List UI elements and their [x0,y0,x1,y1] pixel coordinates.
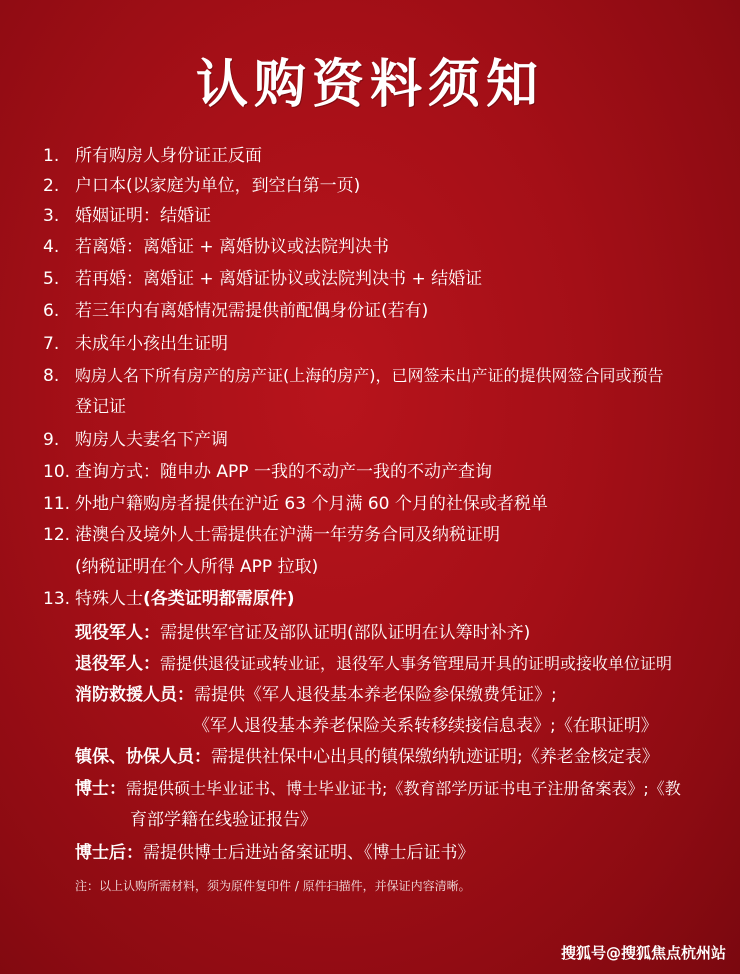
item-bold-note: (各类证明都需原件) [143,589,295,609]
item-number: 6. [43,301,60,321]
item-text: 若再婚：离婚证 + 离婚证协议或法院判决书 + 结婚证 [75,269,483,289]
special-text: 需提供退役证或转业证，退役军人事务管理局开具的证明或接收单位证明 [160,654,673,673]
special-firefighter-continuation: 《军人退役基本养老保险关系转移续接信息表》;《在职证明》 [193,716,658,736]
special-text: 需提供博士后进站备案证明、《博士后证书》 [143,843,475,863]
page-title: 认购资料须知 [195,54,544,115]
item-number: 1. [43,146,60,166]
special-label: 博士后： [75,843,143,863]
item-number: 5. [43,269,60,289]
item-number: 8. [43,366,60,386]
item-number: 7. [43,334,60,354]
item-13-body [75,588,295,610]
item-text: 外地户籍购房者提供在沪近 63 个月满 60 个月的社保或者税单 [75,494,548,514]
special-postdoc [75,842,475,864]
item-number: 13. [43,589,71,609]
item-text: 户口本(以家庭为单位，到空白第一页) [75,176,361,196]
item-text: 查询方式：随申办 APP 一我的不动产一我的不动产查询 [75,462,492,482]
special-veteran [75,653,672,675]
item-text: 特殊人士 [75,589,143,609]
item-text: 购房人夫妻名下产调 [75,430,228,450]
item-number: 12. [43,525,71,545]
item-number: 10. [43,462,71,482]
item-text: 购房人名下所有房产的房产证(上海的房产)，已网签未出产证的提供网签合同或预告 [75,366,664,385]
item-text: 婚姻证明：结婚证 [75,206,211,226]
item-8-continuation: 登记证 [75,397,126,417]
item-text: 若三年内有离婚情况需提供前配偶身份证(若有) [75,301,429,321]
special-label: 现役军人： [75,623,160,643]
item-text: 港澳台及境外人士需提供在沪满一年劳务合同及纳税证明 [75,525,500,545]
item-number: 11. [43,494,71,514]
footnote: 注：以上认购所需材料，须为原件复印件 / 原件扫描件，并保证内容清晰。 [75,879,471,893]
special-text: 需提供社保中心出具的镇保缴纳轨迹证明;《养老金核定表》 [211,747,659,767]
item-number: 9. [43,430,60,450]
special-label: 消防救援人员： [75,685,194,705]
item-number: 4. [43,237,60,257]
special-active-military [75,622,530,644]
item-number: 2. [43,176,60,196]
special-text: 需提供军官证及部队证明(部队证明在认筹时补齐) [160,623,531,643]
item-text: 若离婚：离婚证 + 离婚协议或法院判决书 [75,237,390,257]
item-number: 3. [43,206,60,226]
special-label: 退役军人： [75,654,160,674]
item-text: 未成年小孩出生证明 [75,334,228,354]
special-label: 镇保、协保人员： [75,747,211,767]
special-township-insurance [75,746,659,768]
special-firefighter [75,684,557,706]
special-doctor [75,778,681,800]
watermark: 搜狐号@搜狐焦点杭州站 [560,944,726,962]
item-12-continuation: (纳税证明在个人所得 APP 拉取) [75,557,319,577]
special-label: 博士： [75,779,126,799]
special-doctor-continuation: 育部学籍在线验证报告》 [130,810,317,830]
special-text: 需提供硕士毕业证书、博士毕业证书;《教育部学历证书电子注册备案表》;《教 [126,779,681,798]
special-text: 需提供《军人退役基本养老保险参保缴费凭证》; [194,685,557,705]
item-text: 所有购房人身份证正反面 [75,146,262,166]
